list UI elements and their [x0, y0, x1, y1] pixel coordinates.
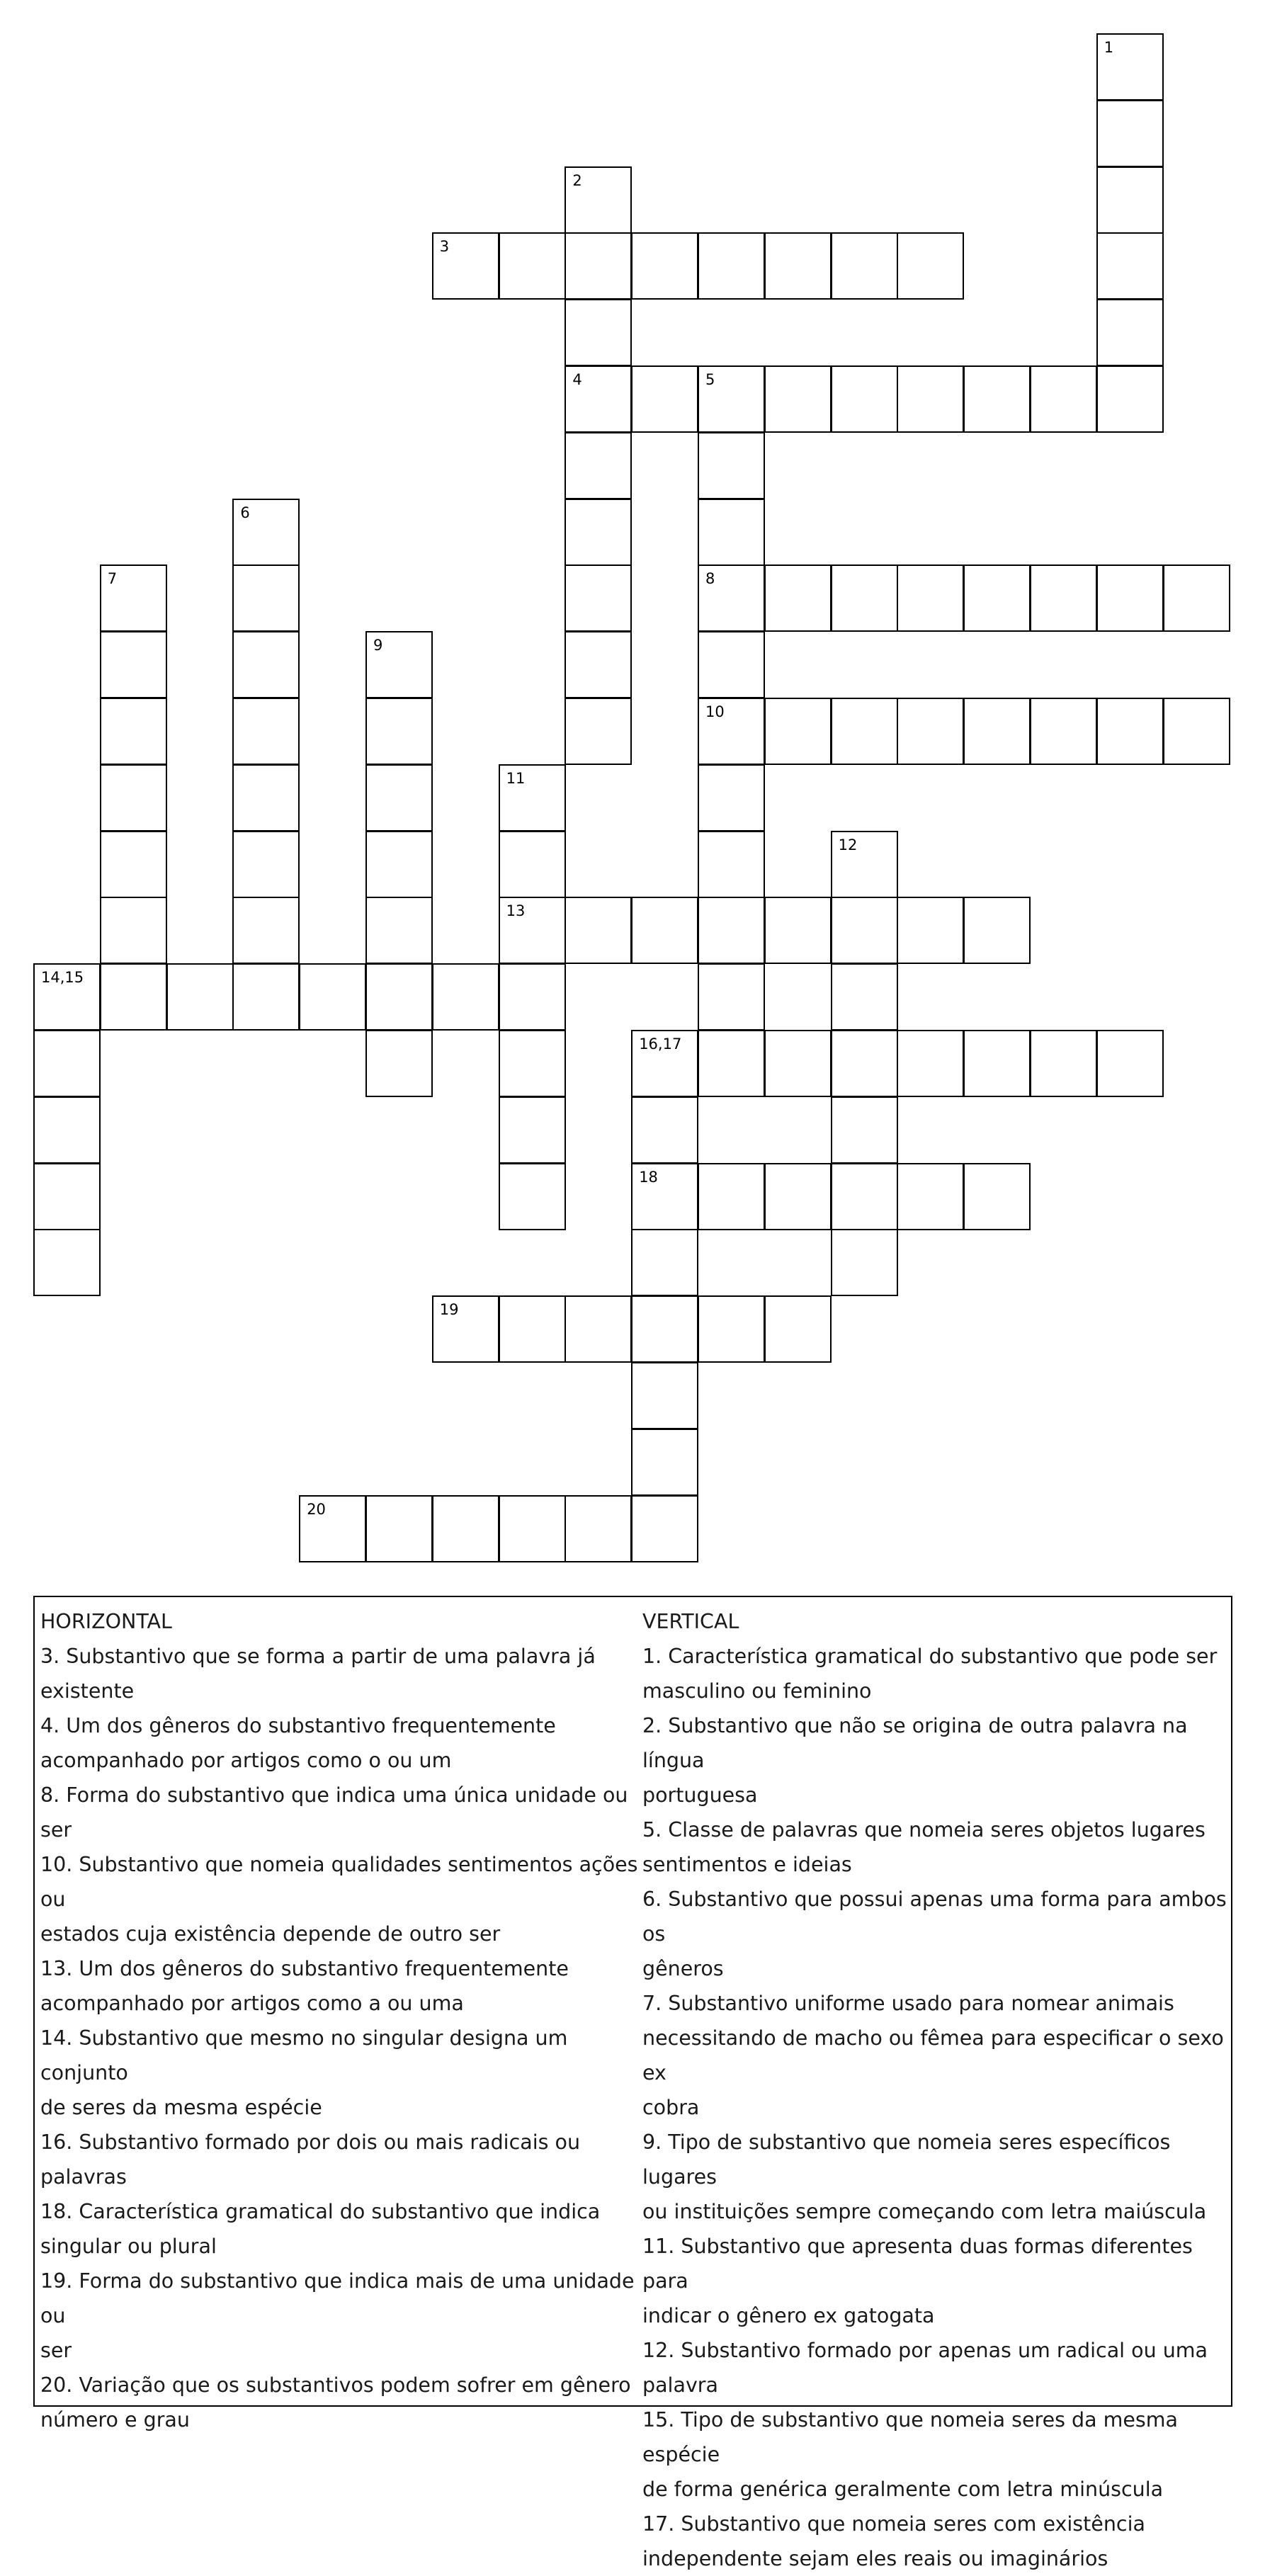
crossword-cell[interactable]: [565, 499, 632, 566]
crossword-cell[interactable]: [565, 166, 632, 234]
clue-line: 19. Forma do substantivo que indica mais de uma unidade ou: [40, 2269, 635, 2327]
crossword-cell[interactable]: [963, 365, 1031, 433]
crossword-cell[interactable]: [33, 963, 101, 1031]
crossword-cell[interactable]: [565, 299, 632, 366]
clue-line: 10. Substantivo que nomeia qualidades sentimentos ações ou: [40, 1853, 638, 1911]
crossword-cell[interactable]: [499, 831, 566, 898]
crossword-cell[interactable]: [631, 232, 698, 300]
crossword-cell[interactable]: [432, 1295, 499, 1363]
crossword-cell[interactable]: [565, 1495, 632, 1562]
crossword-cell[interactable]: [33, 1096, 101, 1164]
crossword-cell[interactable]: [1096, 232, 1164, 300]
clue-line: 5. Classe de palavras que nomeia seres objetos lugares: [642, 1818, 1206, 1842]
crossword-cell[interactable]: [100, 764, 167, 832]
crossword-cell[interactable]: [1096, 166, 1164, 234]
clue-line: acompanhado por artigos como o ou um: [40, 1749, 452, 1772]
crossword-cell[interactable]: [232, 564, 300, 632]
crossword-cell[interactable]: [365, 963, 433, 1031]
clue-line: masculino ou feminino: [642, 1679, 872, 1703]
crossword-cell[interactable]: [365, 1495, 433, 1562]
crossword-cell[interactable]: [631, 1030, 698, 1097]
crossword-cell[interactable]: [631, 1096, 698, 1164]
crossword-cell[interactable]: [831, 1229, 898, 1296]
crossword-cell[interactable]: [365, 698, 433, 765]
crossword-cell[interactable]: [232, 897, 300, 964]
crossword-cell[interactable]: [365, 764, 433, 832]
clue-line: 1. Característica gramatical do substantivo que pode ser: [642, 1645, 1218, 1668]
clue-number: 14,15: [41, 969, 84, 987]
crossword-cell[interactable]: [963, 897, 1031, 964]
clue-line: 2. Substantivo que não se origina de outra palavra na língua: [642, 1714, 1188, 1772]
crossword-cell[interactable]: [764, 698, 832, 765]
crossword-cell[interactable]: [631, 1495, 698, 1562]
crossword-cell[interactable]: [1030, 564, 1097, 632]
clue-number: 7: [107, 570, 118, 588]
vertical-heading: VERTICAL: [642, 1610, 739, 1633]
crossword-cell[interactable]: [432, 963, 499, 1031]
clue-number: 18: [639, 1168, 658, 1186]
crossword-cell[interactable]: [365, 631, 433, 698]
clue-number: 20: [307, 1500, 326, 1518]
crossword-cell[interactable]: [1096, 365, 1164, 433]
crossword-cell[interactable]: [963, 1030, 1031, 1097]
clue-number: 10: [705, 703, 725, 720]
crossword-cell[interactable]: [698, 365, 765, 433]
crossword-cell[interactable]: [499, 1096, 566, 1164]
clue-line: ou instituições sempre começando com letra maiúscula: [642, 2200, 1207, 2223]
crossword-cell[interactable]: [432, 232, 499, 300]
clue-number: 5: [705, 371, 715, 388]
crossword-cell[interactable]: [897, 1163, 964, 1230]
crossword-cell[interactable]: [565, 897, 632, 964]
crossword-cell[interactable]: [499, 1030, 566, 1097]
crossword-cell[interactable]: [897, 698, 964, 765]
clue-line: 12. Substantivo formado por apenas um radical ou uma: [642, 2339, 1208, 2362]
horizontal-heading: HORIZONTAL: [40, 1610, 172, 1633]
crossword-cell[interactable]: [365, 831, 433, 898]
crossword-cell[interactable]: [698, 631, 765, 698]
clue-line: acompanhado por artigos como a ou uma: [40, 1992, 464, 2015]
clue-number: 11: [506, 769, 526, 787]
crossword-cell[interactable]: [232, 831, 300, 898]
crossword-cell[interactable]: [232, 764, 300, 832]
crossword-cell[interactable]: [232, 963, 300, 1031]
crossword-cell[interactable]: [698, 1030, 765, 1097]
crossword-cell[interactable]: [299, 963, 366, 1031]
crossword-cell[interactable]: [831, 1030, 898, 1097]
crossword-cell[interactable]: [565, 698, 632, 765]
clue-line: palavra: [642, 2373, 718, 2397]
clue-line: palavras: [40, 2165, 127, 2189]
crossword-cell[interactable]: [831, 897, 898, 964]
clue-line: sentimentos e ideias: [642, 1853, 852, 1876]
crossword-cell[interactable]: [698, 232, 765, 300]
crossword-cell[interactable]: [631, 1163, 698, 1230]
crossword-cell[interactable]: [33, 1163, 101, 1230]
crossword-cell[interactable]: [1030, 698, 1097, 765]
crossword-cell[interactable]: [100, 564, 167, 632]
clue-number: 9: [373, 637, 383, 654]
crossword-cell[interactable]: [897, 232, 964, 300]
crossword-cell[interactable]: [232, 631, 300, 698]
clue-line: 8. Forma do substantivo que indica uma única unidade ou ser: [40, 1783, 628, 1842]
clue-line: ser: [40, 2339, 72, 2362]
crossword-cell[interactable]: [631, 897, 698, 964]
crossword-cell[interactable]: [232, 499, 300, 566]
crossword-cell[interactable]: [365, 897, 433, 964]
clue-number: 8: [705, 570, 715, 588]
clue-line: necessitando de macho ou fêmea para especificar o sexo ex: [642, 2026, 1224, 2084]
clue-line: 7. Substantivo uniforme usado para nomear animais: [642, 1992, 1174, 2015]
crossword-cell[interactable]: [100, 963, 167, 1031]
crossword-cell[interactable]: [499, 764, 566, 832]
clue-line: 17. Substantivo que nomeia seres com existência: [642, 2512, 1145, 2536]
crossword-cell[interactable]: [631, 365, 698, 433]
crossword-cell[interactable]: [232, 698, 300, 765]
clue-line: existente: [40, 1679, 135, 1703]
crossword-cell[interactable]: [499, 1495, 566, 1562]
crossword-cell[interactable]: [1096, 1030, 1164, 1097]
crossword-cell[interactable]: [764, 365, 832, 433]
crossword-cell[interactable]: [100, 631, 167, 698]
crossword-cell[interactable]: [831, 831, 898, 898]
clues-panel: [33, 1596, 1232, 2570]
crossword-cell[interactable]: [631, 1429, 698, 1496]
crossword-cell[interactable]: [764, 564, 832, 632]
clue-line: 13. Um dos gêneros do substantivo frequentemente: [40, 1957, 569, 1980]
crossword-cell[interactable]: [698, 1295, 765, 1363]
crossword-cell[interactable]: [831, 1163, 898, 1230]
clue-line: 11. Substantivo que apresenta duas formas diferentes para: [642, 2235, 1193, 2293]
crossword-cell[interactable]: [1096, 33, 1164, 101]
crossword-cell[interactable]: [963, 1163, 1031, 1230]
crossword-cell[interactable]: [631, 1229, 698, 1296]
clue-line: 4. Um dos gêneros do substantivo frequentemente: [40, 1714, 556, 1737]
clue-line: 16. Substantivo formado por dois ou mais radicais ou: [40, 2130, 581, 2154]
crossword-cell[interactable]: [1030, 1030, 1097, 1097]
clue-line: 20. Variação que os substantivos podem sofrer em gênero: [40, 2373, 631, 2397]
crossword-cell[interactable]: [565, 1295, 632, 1363]
crossword-cell[interactable]: [764, 1030, 832, 1097]
clue-line: 6. Substantivo que possui apenas uma forma para ambos os: [642, 1888, 1227, 1946]
crossword-cell[interactable]: [1096, 698, 1164, 765]
crossword-cell[interactable]: [1096, 100, 1164, 167]
crossword-cell[interactable]: [963, 698, 1031, 765]
crossword-cell[interactable]: [33, 1030, 101, 1097]
crossword-cell[interactable]: [1163, 698, 1230, 765]
crossword-cell[interactable]: [764, 1295, 832, 1363]
crossword-cell[interactable]: [1163, 564, 1230, 632]
crossword-cell[interactable]: [897, 564, 964, 632]
crossword-cell[interactable]: [897, 365, 964, 433]
clue-line: portuguesa: [642, 1783, 758, 1807]
crossword-cell[interactable]: [698, 698, 765, 765]
clue-number: 2: [572, 171, 582, 189]
crossword-cell[interactable]: [1096, 564, 1164, 632]
clue-line: cobra: [642, 2096, 700, 2119]
clue-line: 3. Substantivo que se forma a partir de uma palavra já: [40, 1645, 596, 1668]
crossword-cell[interactable]: [831, 1096, 898, 1164]
clue-line: indicar o gênero ex gatogata: [642, 2304, 935, 2327]
crossword-cell[interactable]: [565, 232, 632, 300]
crossword-cell[interactable]: [698, 764, 765, 832]
crossword-cell[interactable]: [831, 564, 898, 632]
crossword-cell[interactable]: [499, 232, 566, 300]
crossword-cell[interactable]: [831, 232, 898, 300]
crossword-cell[interactable]: [565, 564, 632, 632]
crossword-cell[interactable]: [499, 897, 566, 964]
crossword-cell[interactable]: [698, 1163, 765, 1230]
crossword-cell[interactable]: [499, 963, 566, 1031]
crossword-cell[interactable]: [698, 897, 765, 964]
crossword-cell[interactable]: [100, 897, 167, 964]
clue-line: de forma genérica geralmente com letra minúscula: [642, 2478, 1164, 2501]
crossword-cell[interactable]: [565, 432, 632, 499]
crossword-cell[interactable]: [631, 1295, 698, 1363]
crossword-cell[interactable]: [565, 631, 632, 698]
crossword-cell[interactable]: [698, 963, 765, 1031]
clue-number: 12: [838, 836, 858, 853]
clue-number: 6: [240, 504, 250, 521]
crossword-cell[interactable]: [764, 1163, 832, 1230]
crossword-cell[interactable]: [831, 698, 898, 765]
clue-line: 15. Tipo de substantivo que nomeia seres da mesma espécie: [642, 2408, 1179, 2466]
clue-number: 4: [572, 371, 582, 388]
crossword-cell[interactable]: [1096, 299, 1164, 366]
clue-line: gêneros: [642, 1957, 724, 1980]
clue-number: 19: [439, 1301, 459, 1319]
clue-line: 14. Substantivo que mesmo no singular designa um conjunto: [40, 2026, 568, 2084]
crossword-cell[interactable]: [831, 963, 898, 1031]
crossword-cell[interactable]: [897, 1030, 964, 1097]
clue-number: 13: [506, 902, 526, 920]
crossword-cell[interactable]: [100, 698, 167, 765]
crossword-cell[interactable]: [166, 963, 234, 1031]
clue-line: independente sejam eles reais ou imaginários: [642, 2547, 1108, 2570]
crossword-cell[interactable]: [565, 365, 632, 433]
crossword-cell[interactable]: [764, 897, 832, 964]
crossword-cell[interactable]: [698, 499, 765, 566]
crossword-cell[interactable]: [1030, 365, 1097, 433]
clue-number: 3: [439, 238, 450, 256]
crossword-cell[interactable]: [698, 432, 765, 499]
crossword-cell[interactable]: [33, 1229, 101, 1296]
crossword-cell[interactable]: [499, 1295, 566, 1363]
crossword-cell[interactable]: [100, 831, 167, 898]
crossword-cell[interactable]: [963, 564, 1031, 632]
vertical-clues: [642, 1604, 1227, 2576]
clue-line: número e grau: [40, 2408, 190, 2432]
horizontal-clues: [40, 1604, 639, 2437]
crossword-cell[interactable]: [365, 1030, 433, 1097]
crossword-cell[interactable]: [631, 1362, 698, 1429]
crossword-cell[interactable]: [698, 564, 765, 632]
crossword-cell[interactable]: [764, 232, 832, 300]
clue-number: 1: [1104, 39, 1114, 56]
clue-line: de seres da mesma espécie: [40, 2096, 322, 2119]
clue-line: estados cuja existência depende de outro ser: [40, 1922, 501, 1946]
crossword-cell[interactable]: [499, 1163, 566, 1230]
crossword-cell[interactable]: [432, 1495, 499, 1562]
crossword-cell[interactable]: [831, 365, 898, 433]
crossword-cell[interactable]: [698, 831, 765, 898]
clue-line: 9. Tipo de substantivo que nomeia seres específicos lugares: [642, 2130, 1171, 2189]
crossword-cell[interactable]: [897, 897, 964, 964]
clue-line: singular ou plural: [40, 2235, 217, 2258]
clue-line: 18. Característica gramatical do substantivo que indica: [40, 2200, 601, 2223]
clue-number: 16,17: [639, 1035, 682, 1052]
crossword-cell[interactable]: [299, 1495, 366, 1562]
